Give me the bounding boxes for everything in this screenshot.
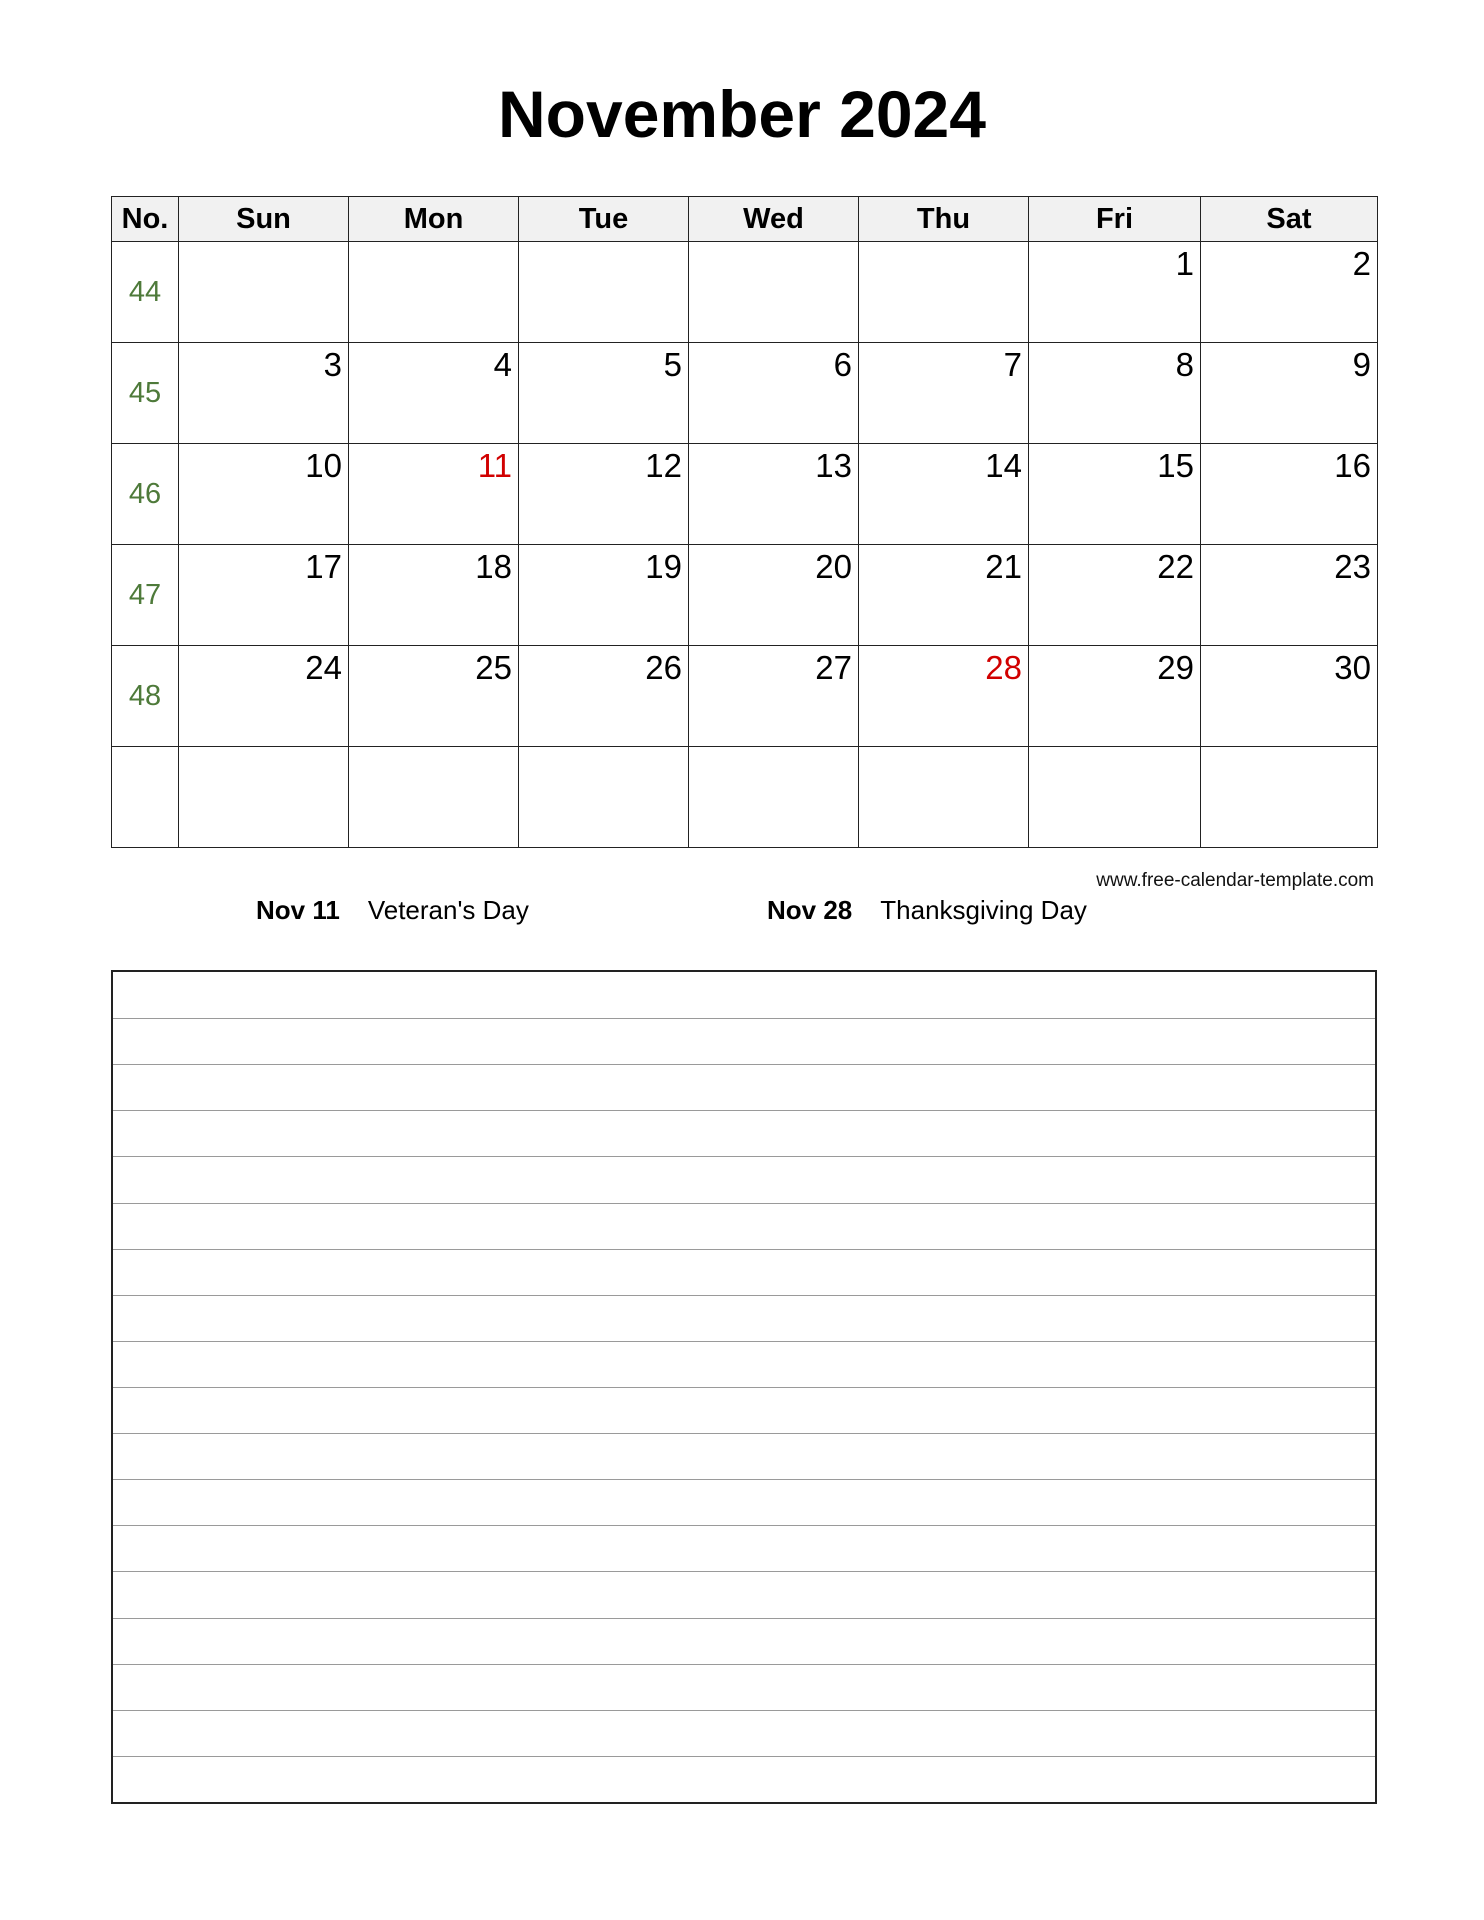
note-line [113,1525,1375,1526]
header-sun: Sun [179,197,349,242]
header-sat: Sat [1201,197,1378,242]
day-cell[interactable] [179,646,349,747]
week-row [112,343,1378,444]
day-number: 25 [475,649,512,686]
day-cell[interactable] [1029,444,1201,545]
day-number: 15 [1157,447,1194,484]
day-number: 8 [1175,346,1194,383]
note-line [113,1341,1375,1342]
note-line [113,1064,1375,1065]
week-number [112,747,179,848]
day-cell[interactable] [859,747,1029,848]
day-cell[interactable] [859,242,1029,343]
day-number: 12 [645,447,682,484]
note-line [113,1433,1375,1434]
day-number [859,242,1028,247]
note-line [113,1756,1375,1757]
day-number [1029,747,1200,752]
notes-area[interactable] [111,970,1377,1804]
day-cell[interactable] [349,545,519,646]
calendar-grid [111,196,1378,848]
holiday-item [767,895,1087,926]
day-cell[interactable] [1201,545,1378,646]
day-number: 1 [1175,245,1194,282]
header-wed: Wed [689,197,859,242]
day-number [519,747,688,752]
day-cell[interactable] [689,343,859,444]
day-number: 22 [1157,548,1194,585]
header-mon: Mon [349,197,519,242]
day-number: 26 [645,649,682,686]
holiday-name: Veteran's Day [367,895,529,925]
day-number: 14 [985,447,1022,484]
day-cell[interactable] [519,646,689,747]
week-row [112,242,1378,343]
day-number: 2 [1352,245,1371,282]
week-row [112,747,1378,848]
day-cell[interactable] [1201,242,1378,343]
day-number [1201,747,1377,752]
note-line [113,1571,1375,1572]
week-number: 47 [112,545,179,646]
day-cell[interactable] [179,545,349,646]
day-cell[interactable] [1029,747,1201,848]
holiday-item [256,895,529,926]
day-cell[interactable] [689,646,859,747]
day-cell[interactable] [1029,242,1201,343]
note-line [113,1664,1375,1665]
day-cell[interactable] [349,343,519,444]
day-cell[interactable] [689,545,859,646]
day-number: 9 [1352,346,1371,383]
day-cell[interactable] [179,747,349,848]
week-row [112,545,1378,646]
day-cell[interactable] [1201,646,1378,747]
day-number: 20 [815,548,852,585]
day-number [689,747,858,752]
day-cell[interactable] [859,444,1029,545]
page-title: November 2024 [498,77,986,151]
day-cell[interactable] [179,343,349,444]
holiday-date: Nov 28 [767,895,853,925]
note-line [113,1387,1375,1388]
note-line [113,1018,1375,1019]
day-cell[interactable] [689,444,859,545]
day-cell[interactable] [689,747,859,848]
day-number: 24 [305,649,342,686]
week-row [112,444,1378,545]
week-row [112,646,1378,747]
week-number: 46 [112,444,179,545]
day-cell[interactable] [1201,444,1378,545]
note-line [113,1156,1375,1157]
header-fri: Fri [1029,197,1201,242]
note-line [113,1203,1375,1204]
day-cell[interactable] [1201,747,1378,848]
day-number [179,747,348,752]
day-number: 11 [477,447,512,484]
day-cell[interactable] [1029,343,1201,444]
week-number: 45 [112,343,179,444]
day-number: 21 [985,548,1022,585]
day-number: 6 [833,346,852,383]
day-cell[interactable] [349,444,519,545]
day-cell[interactable] [519,545,689,646]
day-cell[interactable] [859,343,1029,444]
day-cell[interactable] [349,747,519,848]
day-cell[interactable] [519,242,689,343]
day-cell[interactable] [179,444,349,545]
day-cell[interactable] [179,242,349,343]
day-number: 30 [1334,649,1371,686]
weekday-header-row [112,197,1378,242]
week-number: 44 [112,242,179,343]
header-week-number: No. [112,197,179,242]
holiday-date: Nov 11 [256,895,340,925]
day-cell[interactable] [519,343,689,444]
day-number: 23 [1334,548,1371,585]
header-thu: Thu [859,197,1029,242]
day-number [859,747,1028,752]
day-cell[interactable] [859,545,1029,646]
day-number: 17 [305,548,342,585]
note-line [113,1710,1375,1711]
day-number [689,242,858,247]
day-cell[interactable] [519,444,689,545]
day-number: 10 [305,447,342,484]
day-cell[interactable] [1029,545,1201,646]
header-tue: Tue [519,197,689,242]
website-url: www.free-calendar-template.com [1096,870,1374,891]
day-number: 16 [1334,447,1371,484]
day-number: 19 [645,548,682,585]
day-number [349,242,518,247]
day-number: 18 [475,548,512,585]
day-number [349,747,518,752]
day-number: 5 [663,346,682,383]
day-cell[interactable] [349,646,519,747]
day-number [519,242,688,247]
day-cell[interactable] [689,242,859,343]
holiday-name: Thanksgiving Day [880,895,1087,925]
note-line [113,1618,1375,1619]
day-number: 3 [323,346,342,383]
note-line [113,1295,1375,1296]
day-cell[interactable] [859,646,1029,747]
day-cell[interactable] [519,747,689,848]
day-cell[interactable] [1201,343,1378,444]
day-number: 27 [815,649,852,686]
day-number: 7 [1003,346,1022,383]
week-number: 48 [112,646,179,747]
day-number: 28 [985,649,1022,686]
note-line [113,1479,1375,1480]
day-number: 13 [815,447,852,484]
day-number: 29 [1157,649,1194,686]
note-line [113,1249,1375,1250]
day-number [179,242,348,247]
day-cell[interactable] [349,242,519,343]
note-line [113,1110,1375,1111]
day-cell[interactable] [1029,646,1201,747]
holiday-list [0,895,1484,935]
day-number: 4 [493,346,512,383]
